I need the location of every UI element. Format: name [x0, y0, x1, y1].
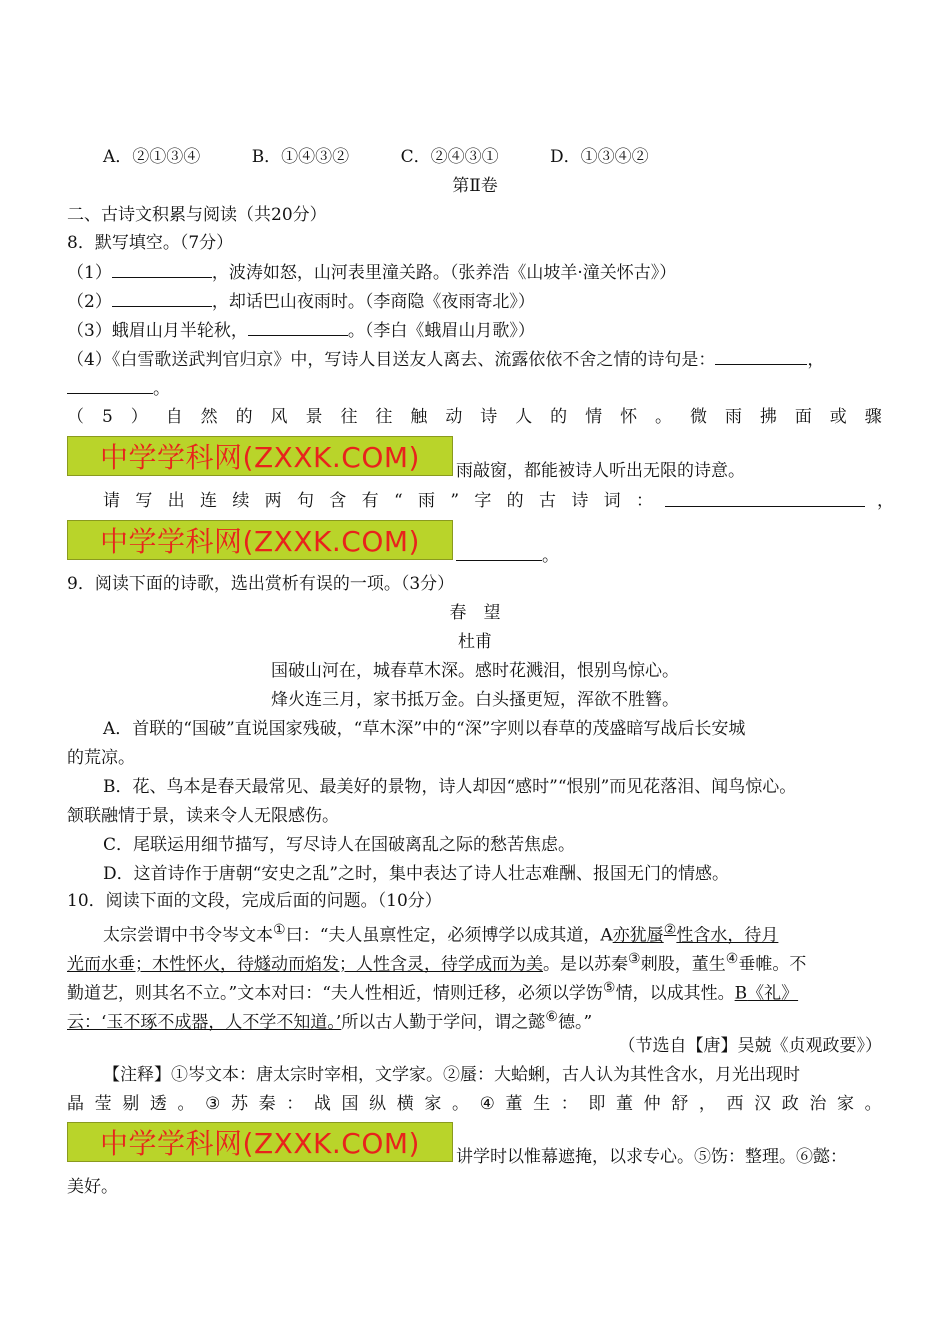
fill-blank[interactable]: [112, 290, 212, 307]
fill-blank[interactable]: [665, 490, 865, 507]
char: 面: [794, 407, 812, 427]
char: 治: [809, 1094, 827, 1114]
q10-source: （节选自【唐】吴兢《贞观政要》）: [618, 1036, 882, 1056]
q8-item5-line1: [67, 406, 882, 428]
char: 拂: [759, 407, 777, 427]
char: 情: [585, 407, 603, 427]
notes-line3: 讲学时以惟幕遮掩，以求专心。⑤饬：整理。⑥懿：: [456, 1147, 847, 1167]
footnote-mark: ⑤: [602, 980, 616, 996]
char: 请: [103, 491, 120, 511]
char: （: [67, 407, 84, 427]
char: 的: [506, 491, 524, 511]
char: 然: [200, 407, 218, 427]
char: 莹: [94, 1094, 112, 1114]
char: 国: [341, 1094, 359, 1114]
char: 景: [305, 407, 323, 427]
footnote-mark: ②: [663, 922, 677, 938]
watermark-logo: 中学学科网(ZXXK.COM): [67, 1122, 453, 1162]
char: 。: [177, 1094, 195, 1114]
char: 写: [135, 491, 153, 511]
notes-line4: 美好。: [67, 1177, 118, 1197]
underlined-text: 《礼》: [747, 983, 799, 1004]
q8-item4-text: （4）《白雪歌送武判官归京》中，写诗人目送友人离去、流露依依不舍之情的诗句是：: [67, 350, 716, 370]
poem-line: 国破山河在，城春草木深。感时花溅泪，恨别鸟惊心。: [271, 661, 679, 681]
poem-title: 春 望: [449, 603, 501, 623]
char: 。: [452, 1094, 469, 1114]
char: 西: [726, 1094, 744, 1114]
text: 刺股，董生: [640, 954, 726, 975]
char: 触: [410, 407, 428, 427]
text: 曰：“夫人虽禀性定，必须博学以成其道，: [285, 925, 601, 946]
char: 的: [550, 407, 568, 427]
footnote-mark: ⑥: [545, 1009, 559, 1025]
fill-blank[interactable]: [715, 348, 807, 365]
footnote-mark: ④: [725, 951, 739, 967]
char: 剔: [122, 1094, 140, 1114]
text: 德。”: [558, 1012, 593, 1033]
char: 词: [603, 491, 621, 511]
q8-item2-text: ，却话巴山夜雨时。（李商隐《夜雨寄北》）: [211, 292, 535, 312]
char: 两: [264, 491, 282, 511]
watermark-logo: 中学学科网(ZXXK.COM): [67, 436, 453, 476]
fill-blank[interactable]: [456, 544, 542, 561]
fill-blank[interactable]: [248, 319, 348, 336]
text: 垂帷。不: [738, 954, 807, 975]
char: 往: [375, 407, 393, 427]
q7-options: [103, 146, 695, 168]
underlined-text: 光而水垂；木性怀火，待燧动而焰发；人性含灵，待学成而为美: [67, 954, 543, 975]
char: 字: [474, 491, 492, 511]
q10-para-line2: [67, 948, 806, 976]
char: ”: [450, 491, 460, 511]
char: ：: [286, 1094, 304, 1114]
char: 古: [539, 491, 556, 511]
q8-item5-comma: ，: [877, 491, 894, 511]
q9-option-b-cont: 颔联融情于景，读来令人无限感伤。: [67, 806, 339, 826]
char: 骤: [864, 407, 882, 427]
text: 。是以苏秦: [543, 954, 628, 975]
fill-blank[interactable]: [67, 377, 153, 394]
char: 即: [588, 1094, 606, 1114]
char: ）: [130, 407, 148, 427]
char: ④: [479, 1094, 495, 1114]
q8-item4-end: 。: [153, 379, 170, 399]
char: 雨: [724, 407, 742, 427]
char: 横: [396, 1094, 414, 1114]
char: 舒: [671, 1094, 689, 1114]
char: 家: [837, 1094, 854, 1114]
char: ，: [698, 1094, 716, 1114]
q8-item3-tail: 。（李白《蛾眉山月歌》）: [347, 321, 535, 341]
text: 勤道艺，则其名不立。”文本对曰：“夫人性相近，情则迁移，必须以学饬: [67, 983, 603, 1004]
char: 透: [149, 1094, 167, 1114]
char: 自: [165, 407, 183, 427]
q8-item2-num: （2）: [67, 292, 112, 312]
q9-option-a-cont: 的荒凉。: [67, 748, 135, 768]
q8-item1-text: ，波涛如怒，山河表里潼关路。（张养浩《山坡羊·潼关怀古》）: [211, 263, 677, 283]
q10-title: 10．阅读下面的文段，完成后面的问题。（10分）: [67, 891, 442, 911]
char: 生: [533, 1094, 551, 1114]
char: 董: [616, 1094, 633, 1114]
char: 。: [864, 1094, 882, 1114]
char: 政: [781, 1094, 799, 1114]
char: 人: [515, 407, 533, 427]
underlined-text: 亦犹蜃: [612, 925, 664, 946]
q9-option-d: D．这首诗作于唐朝“安史之乱”之时，集中表达了诗人壮志难酬、报国无门的情感。: [103, 864, 730, 884]
footnote-mark: ①: [273, 922, 286, 938]
char: 战: [313, 1094, 331, 1114]
q7-option-a: A．②①③④: [103, 147, 201, 167]
q9-option-c: C．尾联运用细节描写，写尽诗人在国破离乱之际的愁苦焦虑。: [103, 835, 576, 855]
watermark-logo: 中学学科网(ZXXK.COM): [67, 520, 453, 560]
q8-item2: [67, 290, 535, 313]
text: 情，以成其性。: [615, 983, 735, 1004]
q7-option-d: D．①③④②: [550, 147, 649, 167]
char: 秦: [258, 1094, 276, 1114]
q10-para-line3: [67, 977, 798, 1005]
footnote-mark: ③: [628, 951, 641, 967]
q8-item1-num: （1）: [67, 263, 112, 283]
char: 仲: [643, 1094, 661, 1114]
char: ③: [205, 1094, 221, 1114]
char: 纵: [369, 1094, 387, 1114]
char: 的: [235, 407, 253, 427]
q9-title: 9．阅读下面的诗歌，选出赏析有误的一项。（3分）: [67, 574, 455, 594]
q10-para-line1: [103, 919, 778, 947]
label-b: B: [734, 983, 748, 1004]
notes-line2: [67, 1093, 882, 1115]
char: ：: [635, 491, 653, 511]
char: 风: [270, 407, 288, 427]
q9-option-b: B．花、鸟本是春天最常见、最美好的景物，诗人却因“感时”“恨别”而见花落泪、闻鸟惊心。: [103, 777, 797, 797]
char: 苏: [231, 1094, 248, 1114]
underlined-text: 性含水，待月: [676, 925, 779, 946]
char: 晶: [67, 1094, 84, 1114]
char: 有: [361, 491, 379, 511]
char: 含: [329, 491, 347, 511]
char: 怀: [620, 407, 638, 427]
q9-option-a: A．首联的“国破”直说国家残破，“草木深”中的“深”字则以春草的茂盛暗写战后长安城: [103, 719, 746, 739]
q8-item5-prompt: [103, 490, 894, 512]
q8-item5-line4: [456, 544, 559, 567]
char: 往: [340, 407, 358, 427]
poem-line: 烽火连三月，家书抵万金。白头搔更短，浑欲不胜簪。: [271, 690, 679, 710]
char: 句: [296, 491, 314, 511]
char: 。: [655, 407, 673, 427]
text: 太宗尝谓中书令岑文本: [103, 925, 273, 946]
fill-blank[interactable]: [112, 261, 212, 278]
q8-item3: [67, 319, 535, 342]
char: 诗: [480, 407, 498, 427]
char: 或: [829, 407, 847, 427]
q8-title: 8．默写填空。（7分）: [67, 233, 234, 253]
q8-item3-text: （3）蛾眉山月半轮秋，: [67, 321, 248, 341]
text: 所以古人勤于学问，谓之懿: [341, 1012, 546, 1033]
char: ：: [560, 1094, 578, 1114]
char: 5: [101, 407, 113, 427]
char: 家: [424, 1094, 442, 1114]
char: 董: [505, 1094, 523, 1114]
label-a: A: [600, 925, 613, 946]
char: “: [393, 491, 403, 511]
char: 续: [232, 491, 250, 511]
q10-para-line4: [67, 1006, 592, 1034]
char: 雨: [417, 491, 435, 511]
char: 诗: [571, 491, 589, 511]
q7-option-b: B．①④③②: [251, 147, 350, 167]
poem-author: 杜甫: [458, 632, 492, 652]
notes-line1: 【注释】①岑文本：唐太宗时宰相，文学家。②蜃：大蛤蜊，古人认为其性含水，月光出现时: [103, 1065, 800, 1085]
underlined-text: 云：‘玉不琢不成器，人不学不知道。’: [67, 1012, 342, 1033]
q7-option-c: C．②④③①: [400, 147, 499, 167]
q8-item1: [67, 261, 676, 284]
q8-item4-comma: ，: [807, 350, 825, 370]
q8-item5-line2: 雨敲窗，都能被诗人听出无限的诗意。: [456, 461, 745, 481]
section2-heading: 二、古诗文积累与阅读（共20分）: [67, 205, 327, 225]
char: 连: [199, 491, 217, 511]
char: 汉: [754, 1094, 772, 1114]
char: 动: [445, 407, 463, 427]
q8-item4: [67, 348, 824, 371]
char: 出: [167, 491, 185, 511]
q8-item5-end: 。: [542, 546, 559, 566]
q8-item4-line2: [67, 377, 170, 400]
volume-title: 第Ⅱ卷: [452, 176, 498, 196]
char: 微: [689, 407, 707, 427]
